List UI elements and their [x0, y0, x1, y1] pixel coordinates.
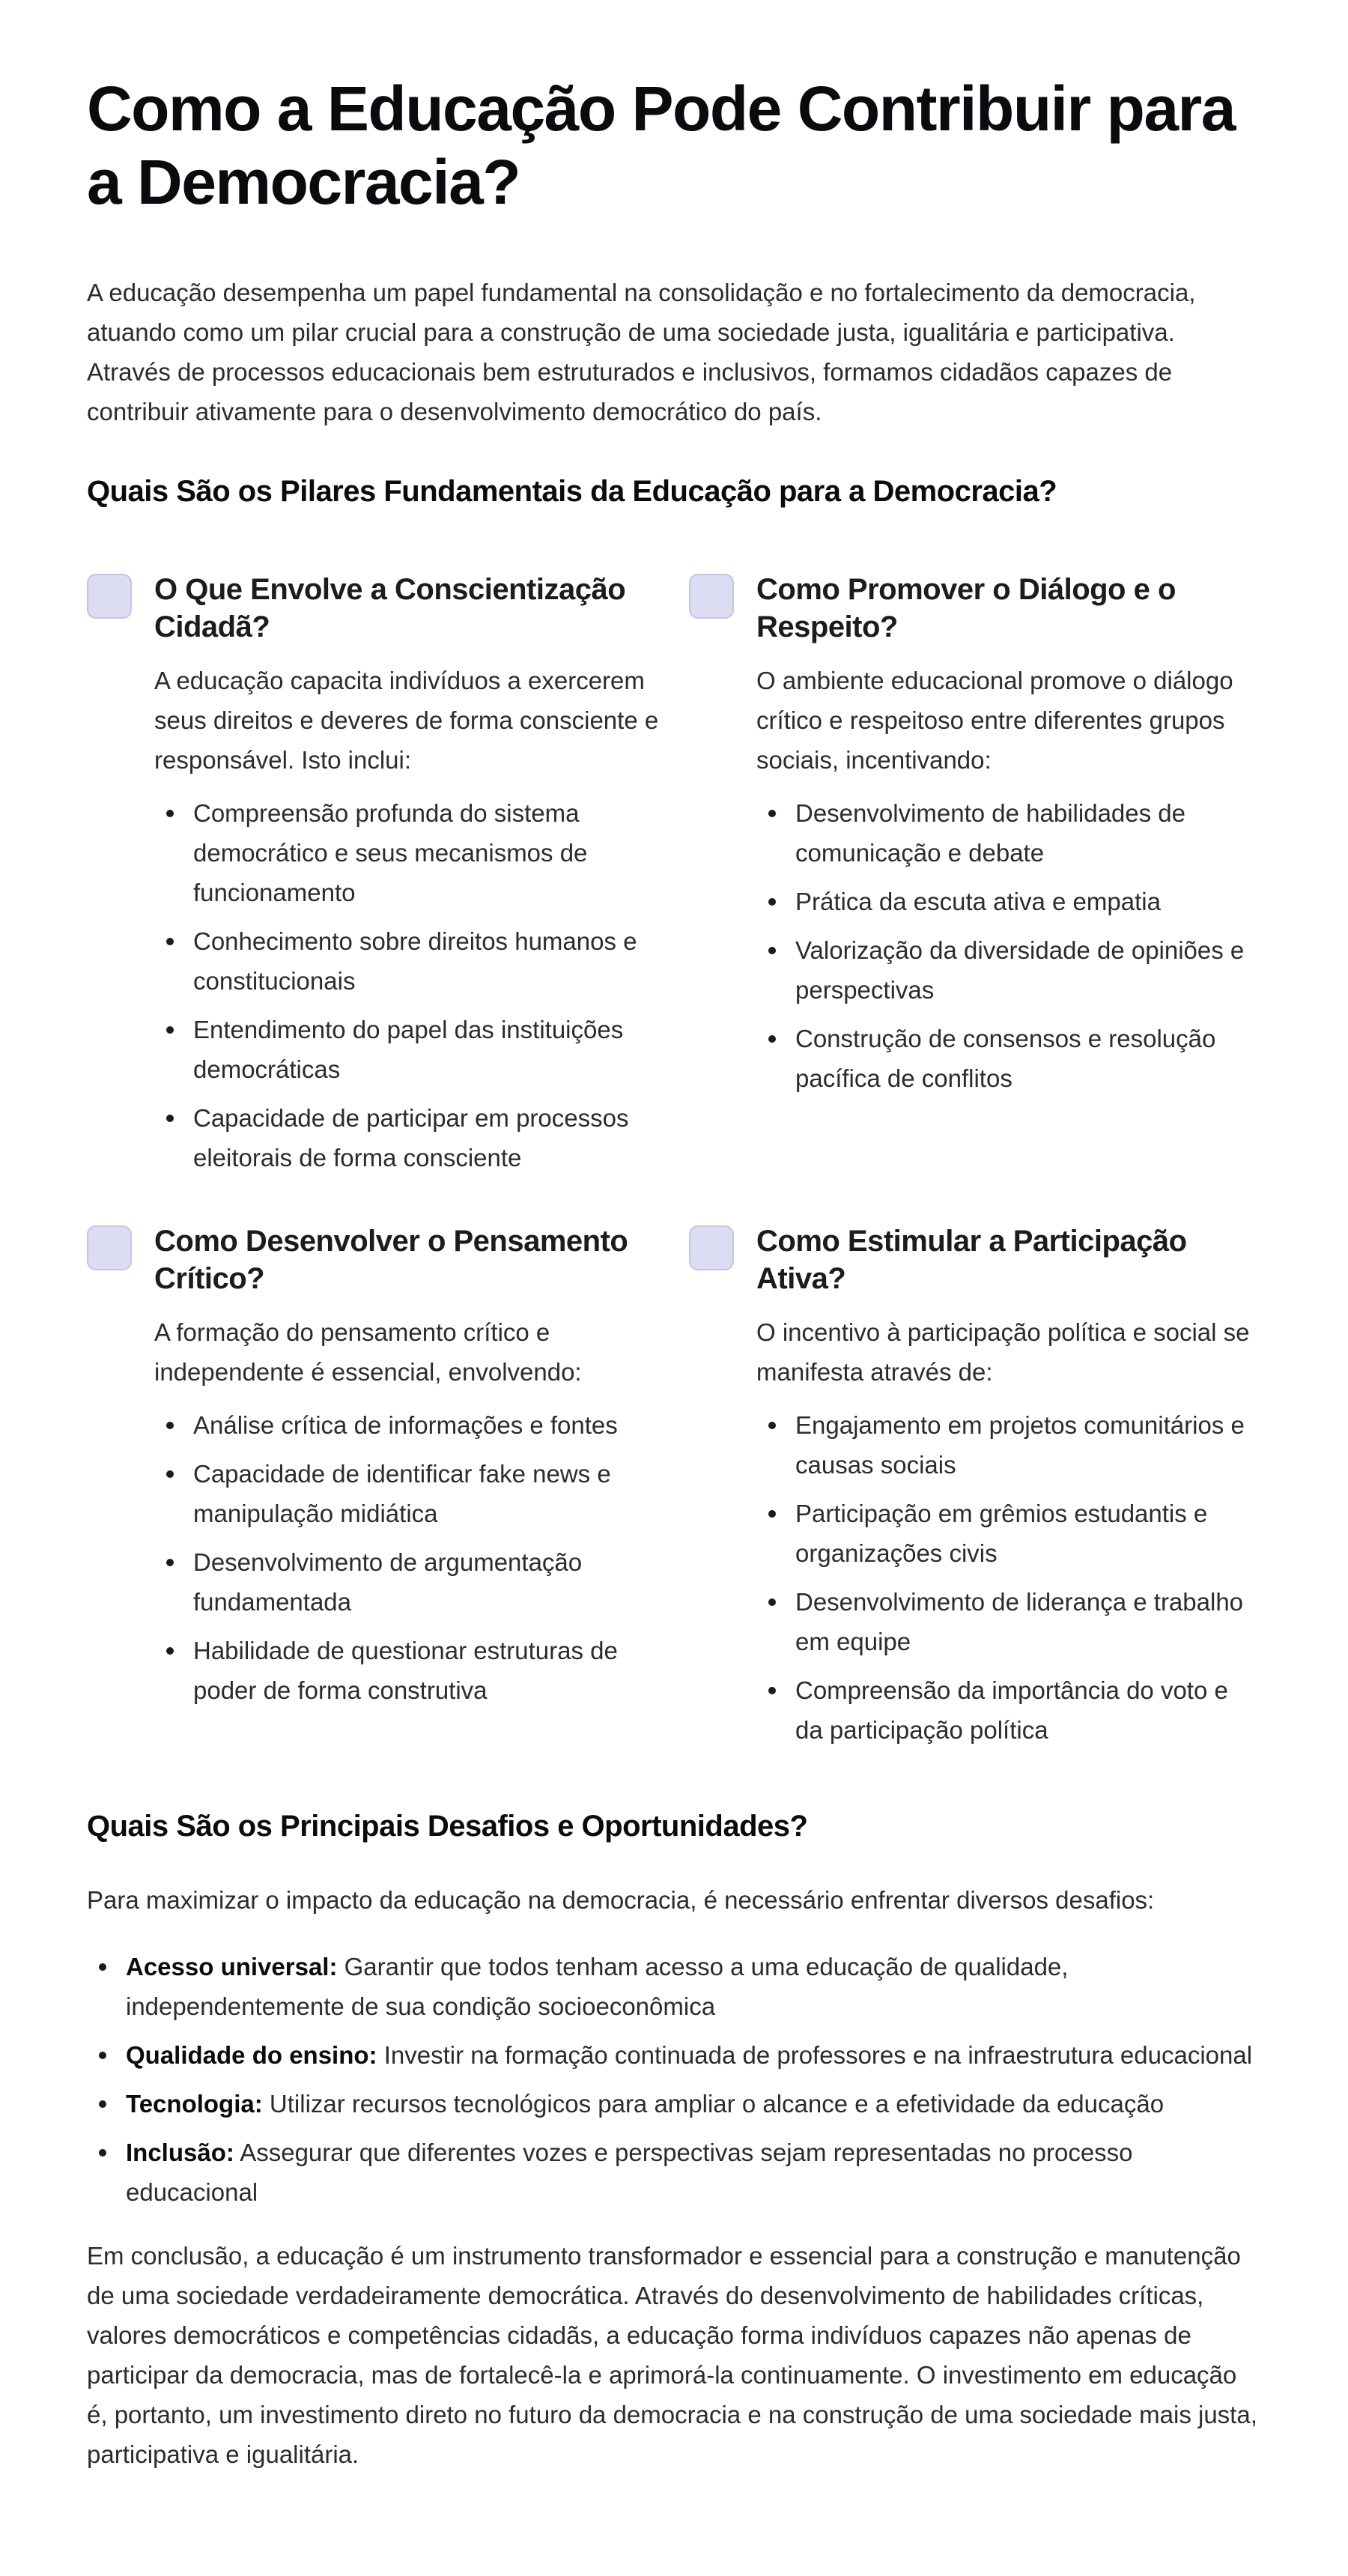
list-item: Conhecimento sobre direitos humanos e constitucionais	[154, 921, 659, 1001]
card-intro: A formação do pensamento crítico e independente é essencial, envolvendo:	[154, 1318, 582, 1386]
challenges-list	[87, 1947, 1261, 2212]
card-square-icon	[87, 1225, 132, 1270]
pillars-grid	[87, 571, 1261, 1792]
card-bullet-list	[756, 793, 1261, 1098]
challenges-heading: Quais São os Principais Desafios e Oportunidades?	[87, 1810, 808, 1843]
pillar-card-critical-thinking	[87, 1222, 689, 1792]
challenge-item-technology	[87, 2084, 1261, 2124]
card-title: O Que Envolve a Conscientização Cidadã?	[154, 573, 626, 643]
card-bullet-list	[756, 1405, 1261, 1750]
challenge-item-teaching-quality	[87, 2035, 1261, 2075]
card-square-icon	[689, 574, 734, 619]
challenge-label: Inclusão:	[126, 2139, 234, 2166]
list-item: Engajamento em projetos comunitários e causas sociais	[756, 1405, 1261, 1485]
challenge-text: Assegurar que diferentes vozes e perspectivas sejam representadas no processo educacional	[126, 2139, 1133, 2206]
challenge-item-inclusion	[87, 2133, 1261, 2212]
pillar-card-dialogue-respect	[689, 571, 1291, 1222]
card-title: Como Estimular a Participação Ativa?	[756, 1225, 1187, 1295]
page-title: Como a Educação Pode Contribuir para a Democracia?	[87, 73, 1235, 217]
challenge-label: Tecnologia:	[126, 2090, 263, 2118]
challenge-text: Utilizar recursos tecnológicos para ampliar o alcance e a efetividade da educação	[262, 2090, 1165, 2118]
card-intro: O incentivo à participação política e social se manifesta através de:	[756, 1318, 1250, 1386]
card-content	[756, 571, 1261, 1107]
list-item: Construção de consensos e resolução pacífica de conflitos	[756, 1019, 1261, 1098]
card-content	[154, 1222, 659, 1719]
list-item: Compreensão da importância do voto e da participação política	[756, 1670, 1261, 1750]
card-title: Como Promover o Diálogo e o Respeito?	[756, 573, 1176, 643]
list-item: Habilidade de questionar estruturas de poder de forma construtiva	[154, 1631, 659, 1710]
list-item: Análise crítica de informações e fontes	[154, 1405, 659, 1445]
card-intro: O ambiente educacional promove o diálogo crítico e respeitoso entre diferentes grupos sociais, incentivando:	[756, 667, 1233, 774]
pillars-heading: Quais São os Pilares Fundamentais da Educação para a Democracia?	[87, 475, 1057, 508]
card-content	[756, 1222, 1261, 1759]
card-content	[154, 571, 659, 1187]
list-item: Capacidade de identificar fake news e manipulação midiática	[154, 1454, 659, 1533]
intro-paragraph: A educação desempenha um papel fundamental na consolidação e no fortalecimento da democracia, atuando como um pilar crucial para a construção de uma sociedade justa, igualitária e participativa. Através de processos educacionais bem estruturados e inclusivos, formamos cidadãos capazes de contribuir ativamente para o desenvolvimento democrático do país.	[87, 279, 1196, 425]
list-item: Entendimento do papel das instituições democráticas	[154, 1010, 659, 1089]
list-item: Desenvolvimento de argumentação fundamentada	[154, 1542, 659, 1622]
challenge-label: Acesso universal:	[126, 1953, 338, 1981]
card-title: Como Desenvolver o Pensamento Crítico?	[154, 1225, 628, 1295]
card-bullet-list	[154, 793, 659, 1178]
challenge-item-universal-access	[87, 1947, 1261, 2026]
pillar-card-citizen-awareness	[87, 571, 689, 1222]
list-item: Desenvolvimento de liderança e trabalho em equipe	[756, 1582, 1261, 1661]
conclusion-paragraph: Em conclusão, a educação é um instrumento transformador e essencial para a construção e manutenção de uma sociedade verdadeiramente democrática. Através do desenvolvimento de habilidades críticas, valores democráticos e competências cidadãs, a educação forma indivíduos capazes não apenas de participar da democracia, mas de fortalecê-la e aprimorá-la continuamente. O investimento em educação é, portanto, um investimento direto no futuro da democracia e na construção de uma sociedade mais justa, participativa e igualitária.	[87, 2242, 1257, 2468]
card-square-icon	[87, 574, 132, 619]
card-square-icon	[689, 1225, 734, 1270]
challenge-text: Garantir que todos tenham acesso a uma educação de qualidade, independentemente de sua condição socioeconômica	[126, 1953, 1069, 2020]
card-intro: A educação capacita indivíduos a exercerem seus direitos e deveres de forma consciente e responsável. Isto inclui:	[154, 667, 659, 774]
list-item: Valorização da diversidade de opiniões e perspectivas	[756, 930, 1261, 1010]
pillar-card-active-participation	[689, 1222, 1291, 1792]
list-item: Participação em grêmios estudantis e organizações civis	[756, 1494, 1261, 1573]
challenge-label: Qualidade do ensino:	[126, 2041, 377, 2069]
list-item: Capacidade de participar em processos eleitorais de forma consciente	[154, 1098, 659, 1178]
challenges-intro: Para maximizar o impacto da educação na democracia, é necessário enfrentar diversos desafios:	[87, 1886, 1155, 1914]
card-bullet-list	[154, 1405, 659, 1710]
list-item: Prática da escuta ativa e empatia	[756, 882, 1261, 921]
list-item: Desenvolvimento de habilidades de comunicação e debate	[756, 793, 1261, 873]
list-item: Compreensão profunda do sistema democrático e seus mecanismos de funcionamento	[154, 793, 659, 912]
challenge-text: Investir na formação continuada de professores e na infraestrutura educacional	[377, 2041, 1253, 2069]
